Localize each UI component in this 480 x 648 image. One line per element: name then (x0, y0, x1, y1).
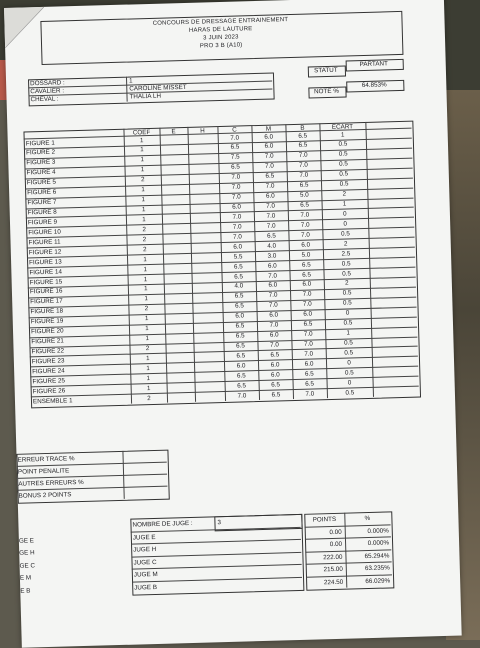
column-header-h: H (200, 127, 205, 135)
figure-coef: 1 (146, 384, 151, 392)
header-line-4: PRO 3 B (A10) (199, 42, 243, 50)
score-m: 7.0 (265, 182, 275, 190)
figure-name: FIGURE 5 (26, 178, 57, 187)
score-m: 7.0 (268, 301, 278, 310)
score-b: 6.0 (304, 360, 314, 368)
ecart-value: 0.5 (341, 260, 351, 268)
score-sheet (4, 0, 462, 648)
score-c: 7.0 (232, 213, 242, 221)
score-b: 7.0 (303, 330, 313, 338)
penalty-label: ERREUR TRACE % (17, 455, 75, 464)
score-c: 7.5 (230, 153, 240, 162)
score-b: 6.5 (298, 132, 308, 140)
score-m: 7.0 (268, 291, 278, 300)
figure-coef: 1 (144, 285, 148, 293)
figure-coef: 1 (143, 255, 147, 263)
figure-name: FIGURE 6 (27, 188, 57, 197)
judge-name: JUGE M (133, 570, 158, 579)
score-c: 6.5 (234, 272, 244, 281)
score-m: 7.0 (266, 212, 276, 220)
score-m: 6.5 (270, 351, 280, 359)
figure-coef: 2 (140, 176, 145, 184)
note-label: NOTE % (313, 87, 339, 96)
judge-name: JUGE H (133, 545, 157, 554)
judge-points: 222.00 (323, 553, 343, 561)
header-line-1: CONCOURS DE DRESSAGE ENTRAINEMENT (152, 17, 289, 27)
figure-coef: 2 (142, 245, 147, 253)
score-m: 6.5 (265, 172, 275, 180)
score-c: 6.0 (235, 312, 245, 320)
score-b: 6.5 (301, 261, 311, 269)
ecart-value: 1 (346, 329, 351, 337)
ecart-value: 0.5 (340, 230, 350, 238)
score-b: 6.0 (301, 241, 311, 249)
score-c: 6.5 (236, 342, 246, 350)
penalty-label: AUTRES ERREURS % (18, 478, 84, 488)
cheval-value: THALIA LH (129, 92, 162, 101)
score-b: 6.5 (300, 201, 310, 209)
score-m: 6.0 (265, 192, 275, 200)
score-b: 7.0 (299, 161, 308, 170)
score-m: 7.0 (266, 222, 276, 230)
score-b: 7.0 (300, 231, 310, 239)
figure-name: FIGURE 14 (29, 268, 63, 276)
score-b: 6.0 (302, 280, 312, 289)
score-c: 5.5 (233, 253, 243, 261)
figure-name: FIGURE 25 (32, 377, 66, 386)
score-m: 6.0 (267, 262, 277, 270)
figure-name: FIGURE 7 (27, 198, 57, 207)
score-c: 6.5 (234, 292, 244, 301)
ecart-value: 0 (343, 210, 347, 218)
ecart-value: 2 (344, 279, 349, 288)
figure-coef: 1 (142, 216, 146, 224)
figure-name: FIGURE 1 (25, 139, 55, 147)
score-c: 6.5 (235, 322, 245, 330)
figure-coef: 1 (144, 315, 149, 323)
figure-coef: 2 (147, 394, 151, 402)
score-m: 6.5 (266, 232, 276, 240)
ecart-value: 0 (347, 379, 352, 387)
score-c: 7.0 (231, 183, 241, 191)
ecart-value: 0.5 (344, 349, 354, 357)
score-m: 7.0 (269, 321, 279, 329)
figure-name: FIGURE 3 (26, 158, 56, 167)
ecart-value: 0.5 (338, 150, 348, 159)
score-c: 7.0 (231, 193, 241, 201)
figure-name: FIGURE 23 (31, 357, 65, 366)
score-c: 6.5 (234, 302, 244, 310)
figure-coef: 1 (141, 206, 146, 214)
score-c: 6.0 (236, 362, 246, 370)
score-m: 7.0 (265, 162, 274, 171)
judge-points: 224.50 (323, 578, 344, 586)
ecart-value: 0.5 (339, 170, 349, 178)
judge-pct: 0.000% (367, 539, 390, 548)
ecart-value: 0.5 (339, 160, 348, 168)
figure-name: FIGURE 2 (25, 149, 56, 157)
note-value: 64.853% (361, 81, 387, 90)
judge-side-label: E B (20, 586, 31, 595)
column-header-ecart: ECART (331, 123, 354, 131)
ecart-value: 0.5 (339, 180, 349, 188)
ecart-value: 2 (342, 190, 347, 198)
score-m: 6.0 (269, 331, 279, 339)
judge-pct: 0.000% (367, 526, 389, 535)
figure-name: FIGURE 8 (27, 208, 57, 217)
score-m: 6.5 (271, 381, 281, 389)
figure-coef: 2 (142, 235, 147, 244)
cheval-label: CHEVAL : (30, 95, 59, 104)
ecart-value: 1 (340, 131, 345, 139)
figure-coef: 2 (145, 345, 150, 353)
cavalier-value: CAROLINE MISSET (129, 83, 187, 93)
figure-name: FIGURE 22 (31, 347, 65, 356)
figure-name: FIGURE 10 (28, 228, 61, 237)
figure-name: FIGURE 4 (26, 168, 56, 177)
ecart-value: 1 (342, 200, 347, 208)
score-b: 6.0 (303, 310, 313, 318)
score-b: 6.5 (298, 142, 308, 150)
score-m: 6.5 (271, 391, 281, 399)
figure-coef: 1 (144, 295, 149, 303)
figure-name: FIGURE 15 (29, 277, 63, 286)
ecart-value: 0.5 (342, 299, 352, 307)
statut-label: STATUT (313, 66, 338, 75)
judge-pct: 65.294% (364, 551, 390, 560)
score-c: 6.0 (232, 203, 242, 211)
score-b: 7.0 (304, 340, 313, 348)
score-b: 7.0 (302, 290, 312, 299)
score-m: 7.0 (268, 272, 278, 280)
ecart-value: 2.5 (341, 250, 351, 258)
score-c: 7.0 (231, 173, 241, 181)
score-c: 6.5 (233, 263, 243, 271)
ecart-value: 0.5 (344, 369, 354, 377)
judge-side-label: GE H (19, 549, 35, 557)
judge-side-label: GE E (18, 536, 35, 545)
score-m: 7.0 (264, 152, 274, 161)
judge-points: 0.00 (329, 540, 343, 549)
score-b: 6.5 (299, 181, 309, 189)
ecart-value: 0.5 (338, 140, 348, 149)
score-b: 6.5 (304, 370, 314, 378)
score-c: 6.5 (235, 332, 245, 340)
judge-name: JUGE C (133, 558, 157, 567)
score-m: 6.0 (268, 281, 278, 290)
cavalier-label: CAVALIER : (30, 87, 65, 96)
score-m: 6.0 (270, 371, 280, 379)
score-m: 6.0 (270, 361, 280, 369)
score-b: 7.0 (304, 350, 314, 358)
figure-coef: 1 (141, 196, 146, 204)
figure-coef: 1 (146, 364, 150, 373)
figure-name: FIGURE 19 (30, 317, 64, 326)
dossard-value: 1 (128, 77, 133, 85)
figure-coef: 1 (145, 325, 149, 333)
figure-coef: 1 (140, 156, 145, 164)
header-line-2: HARAS DE LAUTURE (188, 26, 253, 34)
column-header-coef: COEF (132, 128, 151, 137)
figure-coef: 1 (143, 265, 148, 273)
score-b: 6.5 (305, 380, 315, 388)
judge-points: 215.00 (323, 565, 343, 574)
partant-value: PARTANT (359, 60, 388, 69)
score-b: 6.5 (303, 320, 313, 328)
figure-coef: 2 (144, 305, 149, 313)
figure-coef: 1 (146, 374, 151, 382)
figure-coef: 1 (141, 186, 145, 194)
score-m: 6.0 (269, 311, 279, 319)
figure-coef: 1 (145, 355, 150, 363)
score-c: 6.5 (230, 143, 240, 152)
figure-coef: 1 (145, 335, 150, 343)
score-b: 7.0 (300, 221, 310, 229)
figure-name: FIGURE 17 (30, 297, 63, 306)
score-c: 4.0 (234, 282, 244, 291)
score-b: 5.0 (301, 251, 311, 259)
ecart-value: 0.5 (345, 389, 355, 397)
score-m: 6.0 (264, 133, 274, 141)
judge-side-label: E M (19, 574, 32, 582)
column-header-m: M (265, 125, 272, 133)
ecart-value: 0.5 (342, 269, 352, 278)
figure-name: FIGURE 24 (32, 367, 65, 376)
figure-coef: 1 (139, 136, 144, 144)
score-m: 4.0 (267, 242, 277, 250)
column-header-b: B (300, 124, 305, 132)
dossard-label: DOSSARD : (30, 79, 65, 88)
figure-name: FIGURE 16 (29, 287, 63, 296)
judge-name: JUGE E (132, 533, 156, 542)
judge-points: 0.00 (329, 528, 342, 536)
judge-side-label: GE C (19, 561, 36, 570)
score-c: 7.0 (232, 223, 242, 231)
figure-name: FIGURE 11 (28, 238, 61, 247)
score-c: 6.0 (233, 243, 243, 251)
figure-coef: 2 (142, 225, 147, 234)
ecart-value: 0 (343, 220, 348, 228)
score-b: 7.0 (298, 151, 308, 160)
points-header: POINTS (312, 515, 337, 524)
judge-pct: 63.235% (364, 564, 390, 573)
header-line-3: 3 JUIN 2023 (203, 34, 239, 42)
figure-name: FIGURE 26 (32, 387, 66, 396)
score-b: 6.5 (302, 271, 312, 279)
figure-coef: 1 (143, 275, 148, 283)
judge-pct: 66.029% (365, 576, 391, 585)
score-c: 7.0 (237, 392, 247, 400)
ecart-value: 0.5 (343, 319, 353, 327)
score-c: 7.0 (232, 233, 242, 241)
folded-corner (4, 7, 45, 48)
score-m: 6.0 (264, 142, 274, 151)
score-b: 7.0 (300, 211, 310, 219)
figure-name: FIGURE 21 (31, 337, 64, 346)
figure-coef: 1 (140, 166, 145, 174)
ecart-value: 0.5 (344, 339, 353, 347)
score-c: 6.5 (237, 382, 247, 390)
figure-name: FIGURE 20 (30, 327, 64, 336)
penalty-label: BONUS 2 POINTS (18, 491, 72, 500)
pct-header: % (364, 514, 371, 523)
ecart-value: 2 (343, 240, 348, 248)
score-c: 7.0 (230, 133, 240, 142)
judge-count-value: 3 (217, 519, 222, 527)
column-header-c: C (232, 126, 237, 134)
ecart-value: 0 (345, 309, 350, 317)
score-m: 7.0 (266, 202, 276, 210)
ecart-value: 0 (347, 359, 351, 367)
figure-name: FIGURE 13 (29, 258, 62, 267)
score-b: 7.0 (305, 390, 315, 398)
ecart-value: 0.5 (342, 289, 352, 298)
score-b: 7.0 (299, 171, 309, 180)
score-m: 3.0 (267, 252, 277, 260)
score-c: 6.5 (236, 372, 246, 380)
judge-count-label: NOMBRE DE JUGE : (132, 519, 193, 529)
judge-name: JUGE B (134, 583, 158, 592)
score-c: 6.5 (231, 163, 241, 171)
score-m: 7.0 (270, 341, 279, 349)
figure-name: ENSEMBLE 1 (32, 396, 73, 406)
score-b: 5.0 (299, 191, 309, 199)
figure-name: FIGURE 12 (28, 248, 62, 257)
figure-name: FIGURE 18 (30, 307, 64, 316)
figure-name: FIGURE 9 (27, 218, 58, 227)
figure-coef: 1 (140, 146, 144, 154)
score-c: 6.5 (236, 352, 246, 360)
score-b: 7.0 (302, 300, 312, 309)
penalty-label: POINT PENALITE (17, 467, 70, 476)
column-header-e: E (171, 128, 176, 136)
